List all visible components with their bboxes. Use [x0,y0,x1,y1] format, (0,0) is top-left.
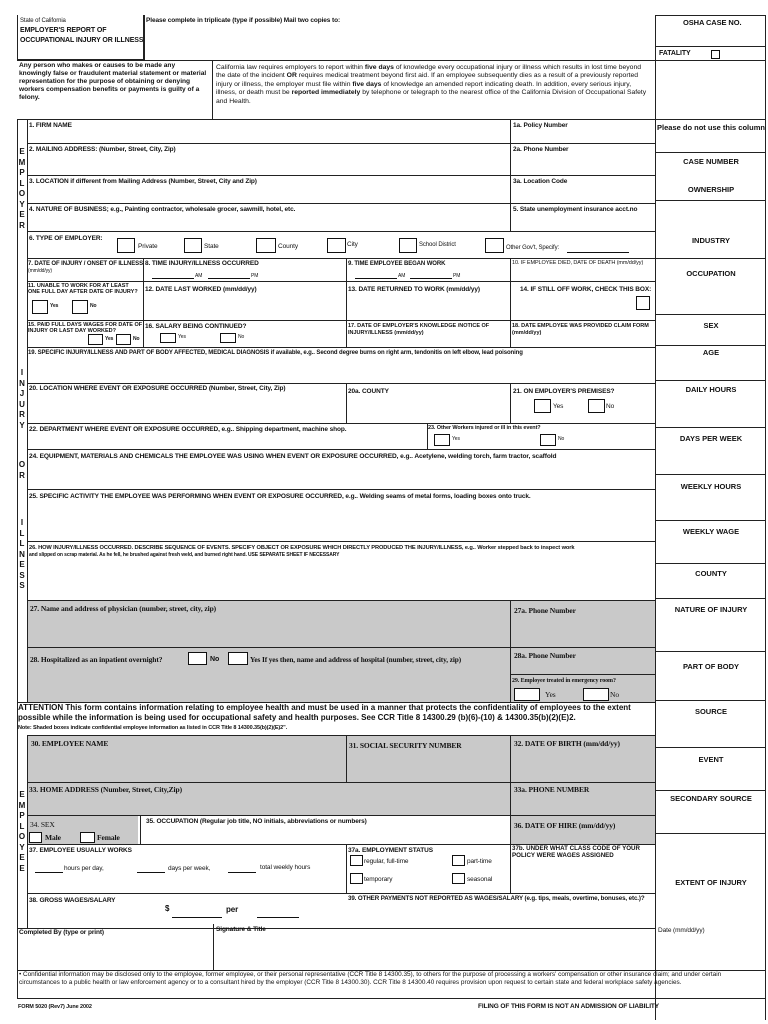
school-district-checkbox[interactable] [399,238,417,253]
date-label: Date (mm/dd/yy) [658,927,705,934]
usually-works-label: 37. EMPLOYEE USUALLY WORKS [29,847,132,854]
employer-letter: R [19,220,25,230]
employer-letter: E [19,210,25,219]
right-col-ownership: OWNERSHIP [687,185,735,194]
illness-letter: I [20,518,24,527]
per-label: per [226,905,239,914]
injury-letter: J [19,389,25,398]
employment-status-label: 37a. EMPLOYMENT STATUS [348,847,433,854]
nature-of-business-label: 4. NATURE OF BUSINESS; e.g., Painting contractor, wholesale grocer, sawmill, hotel, etc. [29,206,296,213]
employer-type-label: 6. TYPE OF EMPLOYER: [29,235,103,242]
reporting-law-text: California law requires employers to report within five days of knowledge every occupational injury or illness which results in lost time beyond the date of the incident OR requires medical treatment beyond first aid. If an employee subsequently dies as a result of a previously reported injury or illness, the employer must file within five days of knowledge an amended report indicating death. In addition, every serious injury, illness, or death must be reported immediately by telephone or telegraph to the nearest office of the California Division of Occupational Safety and Health. [216,64,647,105]
illness-letter: S [19,581,25,590]
how-occurred-label: 26. HOW INJURY/ILLNESS OCCURRED. DESCRIBE SEQUENCE OF EVENTS. SPECIFY OBJECT OR EXPOSURE WHICH DIRECTLY PRODUCED THE INJURY/ILLNESS, e.g.. Worker stepped back to inspect work [29,545,575,551]
hospitalized-yes-checkbox[interactable] [228,652,248,665]
school-district-label: School District [419,242,456,248]
physician-phone-label: 27a. Phone Number [514,606,576,615]
private-checkbox[interactable] [117,238,135,253]
employee-letter: E [19,790,25,799]
emergency-yes-label: Yes [545,690,556,699]
salary-continued-label: 16. SALARY BEING CONTINUED? [145,323,247,330]
right-col-extent-of-injury: EXTENT OF INJURY [675,878,747,887]
temporary-checkbox[interactable] [350,873,363,884]
mailing-address-label: 2. MAILING ADDRESS: (Number, Street, City, Zip) [29,146,176,153]
employee-side-label [17,790,27,874]
premises-no-label: No [606,403,615,410]
confidentiality-footer: • Confidential information may be disclosed only to the employee, former employee, or their personal representative (CCR Title 8 14300.35), to others for the purpose of processing a workers' compensation or other insurance claim; and under certain circumstances to a public health or law enforcement agency or to a consultant hired by the employer (CCR Title 8 14300.30). CCR Title 8 14300.40 requires provision upon request to certain state and federal workplace safety agencies. [19,971,722,986]
am-label-2: AM [398,273,406,279]
emergency-yes-checkbox[interactable] [514,688,540,701]
state-checkbox[interactable] [184,238,202,253]
specific-activity-label: 25. SPECIFIC ACTIVITY THE EMPLOYEE WAS PERFORMING WHEN EVENT OR EXPOSURE OCCURRED, e.g.. Welding seams of metal forms, loading boxes onto truck. [29,493,531,500]
occupation-label: 35. OCCUPATION (Regular job title, NO initials, abbreviations or numbers) [146,818,367,825]
sex-label: 34. SEX [30,820,55,829]
right-col-industry: INDUSTRY [691,236,731,245]
right-col-days-per-week: DAYS PER WEEK [679,434,743,443]
illness-side-label [17,518,27,592]
department-label: 22. DEPARTMENT WHERE EVENT OR EXPOSURE OCCURRED, e.g.. Shipping department, machine shop. [29,426,347,433]
injury-letter: N [19,378,25,388]
class-code-label: 37b. UNDER WHAT CLASS CODE OF YOUR POLICY WERE WAGES ASSIGNED [512,845,640,859]
other-workers-yes-label: Yes [452,436,460,442]
private-label: Private [138,243,158,250]
employee-letter: E [19,863,25,873]
paid-full-wages-label: 15. PAID FULL DAYS WAGES FOR DATE OF INJURY OR LAST DAY WORKED? [28,322,143,334]
female-checkbox[interactable] [80,832,95,843]
salary-no-checkbox[interactable] [220,333,236,343]
male-label: Male [45,833,61,842]
date-of-death-label: 10. IF EMPLOYEE DIED, DATE OF DEATH (mm/dd/yy) [512,260,644,266]
ssn-label: 31. SOCIAL SECURITY NUMBER [349,741,462,750]
employee-letter: M [18,800,26,810]
right-col-sex: SEX [703,321,719,330]
right-column-note: Please do not use this column [657,123,765,132]
illness-letter: L [19,528,25,538]
still-off-work-label: 14. IF STILL OFF WORK, CHECK THIS BOX: [520,286,652,293]
salary-yes-label: Yes [178,334,186,340]
right-col-source: SOURCE [694,707,728,716]
physician-label: 27. Name and address of physician (number, street, city, zip) [30,604,217,613]
how-occurred-example: and slipped on scrap material. As he fell, he brushed against fresh weld, and burned right hand. USE SEPARATE SHEET IF NECESSARY [29,552,340,558]
emergency-room-label: 29. Employee treated in emergency room? [512,678,616,684]
other-workers-label: 23. Other Workers injured or ill in this event? [428,425,541,431]
emergency-no-checkbox[interactable] [583,688,609,701]
right-col-age: AGE [702,348,720,357]
unable-work-no-label: No [90,303,97,309]
event-county-label: 20a. COUNTY [348,388,389,395]
seasonal-label: seasonal [467,876,493,883]
event-location-label: 20. LOCATION WHERE EVENT OR EXPOSURE OCCURRED (Number, Street, City, Zip) [29,385,286,392]
employee-letter: O [18,832,26,841]
attention-notice: ATTENTION This form contains information relating to employee health and must be used in a manner that protects the confidentiality of employees to the extent possible while the information is being used for occupational safety and health purposes. See CCR Title 8 14300.29 (b)(6)-(10) & 14300.35(b)(2)(E)2. [18,703,631,722]
employee-letter: L [19,821,25,831]
employee-letter: E [19,853,25,862]
total-weekly-hours-label: total weekly hours [260,864,311,871]
employee-letter: P [19,811,25,820]
right-col-daily-hours: DAILY HOURS [685,385,737,394]
premises-yes-checkbox[interactable] [534,399,551,413]
injury-letter: I [20,368,24,377]
liability-disclaimer: FILING OF THIS FORM IS NOT AN ADMISSION OF LIABILITY [478,1003,660,1010]
seasonal-checkbox[interactable] [452,873,465,884]
state-type-label: State [204,243,219,250]
regular-label: regular, full-time [364,858,409,865]
emergency-no-label: No [610,690,619,699]
unemployment-acct-label: 5. State unemployment insurance acct.no [513,206,638,213]
or-side-label [17,460,27,481]
premises-no-checkbox[interactable] [588,399,605,413]
employee-name-label: 30. EMPLOYEE NAME [31,739,109,748]
other-workers-no-checkbox[interactable] [540,434,556,446]
time-began-work-label: 9. TIME EMPLOYEE BEGAN WORK [348,261,446,267]
salary-yes-checkbox[interactable] [160,333,176,343]
completed-by-label: Completed By (type or print) [19,929,104,936]
firm-name-label: 1. FIRM NAME [29,122,72,129]
temporary-label: temporary [364,876,393,883]
still-off-work-checkbox[interactable] [636,296,650,310]
hospitalized-no-label: No [210,656,220,663]
unable-work-no-checkbox[interactable] [72,300,88,314]
triplicate-instructions: Please complete in triplicate (type if possible) Mail two copies to: [146,17,341,24]
part-time-checkbox[interactable] [452,855,465,866]
form-title-line2: OCCUPATIONAL INJURY OR ILLNESS [20,37,144,44]
hospital-phone-label: 28a. Phone Number [514,651,576,660]
fatality-label: FATALITY [659,50,691,57]
injury-letter: Y [19,420,25,430]
hospitalized-no-checkbox[interactable] [188,652,207,665]
home-phone-label: 33a. PHONE NUMBER [514,785,590,794]
right-col-part-of-body: PART OF BODY [682,662,740,671]
injury-side-label [17,368,27,431]
claim-form-date-label: 18. DATE EMPLOYEE WAS PROVIDED CLAIM FORM (mm/dd/yy) [512,323,649,336]
hospital-address-label: Yes If yes then, name and address of hospital (number, street, city, zip) [250,655,462,664]
right-col-case-number: CASE NUMBER [683,157,739,166]
paid-wages-yes-checkbox[interactable] [88,334,103,345]
time-injury-label: 8. TIME INJURY/ILLNESS OCCURRED [145,260,259,267]
illness-letter: S [19,570,25,580]
county-checkbox[interactable] [256,238,276,253]
employer-letter: O [18,189,26,198]
location-label: 3. LOCATION if different from Mailing Address (Number, Street, City and Zip) [29,178,257,185]
form-title-line1: EMPLOYER'S REPORT OF [20,27,107,34]
county-type-label: County [278,243,298,250]
birth-date-label: 32. DATE OF BIRTH (mm/dd/yy) [514,739,620,748]
right-col-event: EVENT [698,755,724,764]
unable-work-yes-checkbox[interactable] [32,300,48,314]
pm-label: PM [251,273,259,279]
illness-letter: E [19,560,25,569]
employee-letter: Y [19,842,25,852]
on-premises-label: 21. ON EMPLOYER'S PREMISES? [513,388,615,395]
other-workers-no-label: No [558,436,565,442]
hours-per-day-label: hours per day, [64,865,104,872]
gross-wages-label: 38. GROSS WAGES/SALARY [29,897,116,904]
or-letter: O [18,460,26,469]
paid-wages-no-checkbox[interactable] [116,334,131,345]
right-col-weekly-hours: WEEKLY HOURS [680,482,742,491]
location-code-label: 3a. Location Code [513,178,568,185]
premises-yes-label: Yes [553,403,564,410]
right-col-occupation: OCCUPATION [686,269,736,278]
other-gov-label: Other Gov't, Specify: [506,245,560,251]
other-workers-yes-checkbox[interactable] [434,434,450,446]
am-label: AM [195,273,203,279]
hire-date-label: 36. DATE OF HIRE (mm/dd/yy) [514,821,616,830]
days-per-week-label: days per week, [168,865,211,872]
shaded-note: Note: Shaded boxes indicate confidential employee information as listed in CCR Title 8 14300.35(b)(2)(E)2". [18,725,288,731]
equipment-label: 24. EQUIPMENT, MATERIALS AND CHEMICALS THE EMPLOYEE WAS USING WHEN EVENT OR EXPOSURE OCCURRED, e.g.. Acetylene, welding torch, farm tractor, scaffold [29,453,557,460]
employer-letter: E [19,147,25,156]
employer-letter: M [18,157,26,167]
signature-label: Signature & Title [216,926,266,933]
unable-to-work-label: 11. UNABLE TO WORK FOR AT LEAST ONE FULL DAY AFTER DATE OF INJURY? [28,283,138,295]
form-number: FORM 5020 (Rev7) June 2002 [18,1004,92,1010]
state-label: State of California [20,18,66,24]
female-label: Female [97,833,120,842]
hospitalized-label: 28. Hospitalized as an inpatient overnight? [30,655,163,664]
unable-work-yes-label: Yes [50,303,59,309]
other-payments-label: 39. OTHER PAYMENTS NOT REPORTED AS WAGES/SALARY (e.g. tips, meals, overtime, bonuses, etc.)? [348,895,645,902]
right-col-weekly-wage: WEEKLY WAGE [682,527,740,536]
fraud-warning: Any person who makes or causes to be made any knowingly false or fraudulent material statement or material representation for the purpose of obtaining or denying workers compensation benefits or payments is guilty of a felony. [19,62,207,101]
specific-injury-label: 19. SPECIFIC INJURY/ILLNESS AND PART OF BODY AFFECTED, MEDICAL DIAGNOSIS if available, e.g.. Second degree burns on right arm, tendonitis on left elbow, lead poisoning [28,350,523,356]
employer-letter: L [19,178,25,188]
employer-side-label [17,147,27,231]
city-type-label: City [347,241,358,248]
paid-wages-no-label: No [133,336,140,342]
right-col-nature-of-injury: NATURE OF INJURY [674,605,748,614]
employer-letter: P [19,168,25,177]
illness-letter: L [19,539,25,548]
employer-letter: Y [19,199,25,209]
date-last-worked-label: 12. DATE LAST WORKED (mm/dd/yy) [145,286,257,293]
policy-number-label: 1a. Policy Number [513,122,568,129]
regular-checkbox[interactable] [350,855,363,866]
injury-letter: U [19,399,25,409]
injury-letter: R [19,410,25,419]
part-time-label: part-time [467,858,492,865]
date-of-injury-label: 7. DATE OF INJURY / ONSET OF ILLNESS [28,261,143,267]
other-gov-checkbox[interactable] [485,238,504,253]
date-returned-label: 13. DATE RETURNED TO WORK (mm/dd/yy) [348,286,480,293]
fatality-checkbox[interactable] [711,50,720,59]
date-of-injury-format: (mm/dd/yy) [28,268,53,274]
home-address-label: 33. HOME ADDRESS (Number, Street, City,Zip) [29,785,182,794]
salary-no-label: No [238,334,245,340]
illness-letter: N [19,549,25,559]
or-letter: R [19,470,25,480]
dollar-sign: $ [165,904,170,913]
phone-number-label: 2a. Phone Number [513,146,569,153]
osha-case-label: OSHA CASE NO. [683,18,742,27]
date-of-knowledge-label: 17. DATE OF EMPLOYER'S KNOWLEDGE /NOTICE OF INJURY/ILLNESS (mm/dd/yy) [348,323,490,336]
male-checkbox[interactable] [29,832,42,843]
city-checkbox[interactable] [327,238,346,253]
pm-label-2: PM [453,273,461,279]
paid-wages-yes-label: Yes [105,336,114,342]
right-col-county: COUNTY [695,569,727,578]
right-col-secondary-source: SECONDARY SOURCE [670,794,752,803]
